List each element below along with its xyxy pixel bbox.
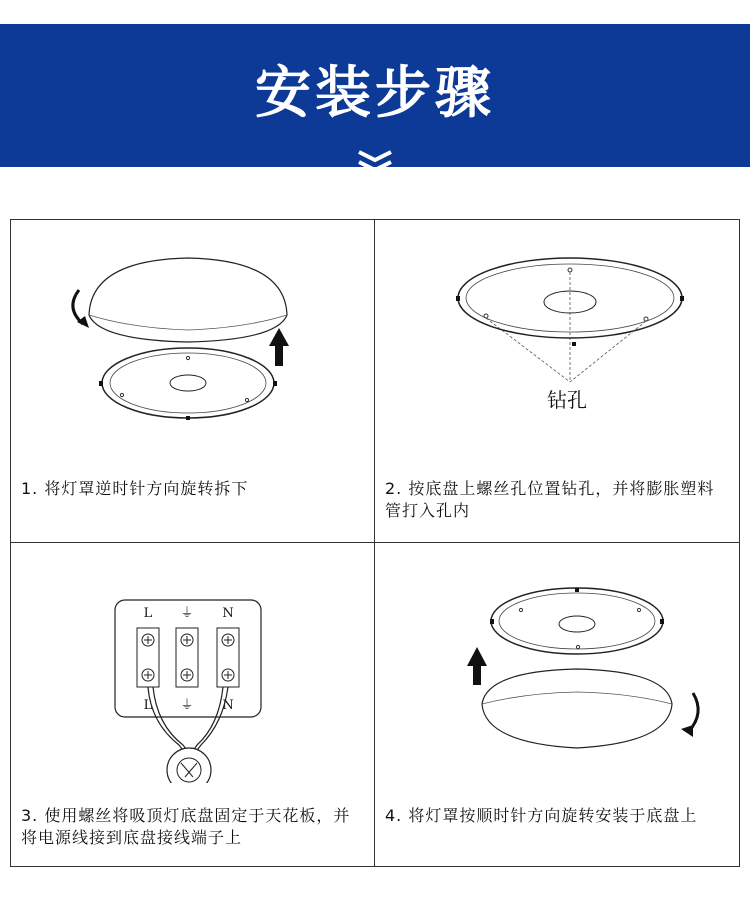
- step-4-panel: [375, 543, 739, 866]
- lamp-cover: [89, 258, 287, 342]
- step-1-illustration: [11, 220, 375, 460]
- step-2-caption: 2. 按底盘上螺丝孔位置钻孔，并将膨胀塑料管打入孔内: [385, 479, 715, 520]
- step-2-panel: [375, 220, 739, 543]
- up-arrow-icon: [269, 328, 289, 366]
- step-4-illustration: [375, 543, 739, 783]
- terminal-label-l-top: L: [143, 606, 153, 621]
- clockwise-arrow-icon: [689, 693, 698, 731]
- drill-label: 钻孔: [547, 388, 587, 412]
- terminal-label-n-top: N: [222, 606, 234, 621]
- steps-grid: [10, 219, 740, 867]
- step-2-illustration: [375, 220, 739, 460]
- lamp-cover: [482, 669, 672, 748]
- step-3-panel: [11, 543, 375, 866]
- up-arrow-icon: [467, 647, 487, 685]
- step-1-panel: [11, 220, 375, 543]
- terminal-label-n-bottom: N: [222, 698, 234, 713]
- cable-grommet: [167, 748, 211, 783]
- base-plate: [99, 348, 277, 420]
- base-plate: [490, 588, 664, 654]
- step-1-caption: 1. 将灯罩逆时针方向旋转拆下: [21, 479, 249, 498]
- step-4-caption: 4. 将灯罩按顺时针方向旋转安装于底盘上: [385, 806, 698, 825]
- step-3-caption: 3. 使用螺丝将吸顶灯底盘固定于天花板，并将电源线接到底盘接线端子上: [21, 806, 351, 847]
- double-chevron-down-icon: [356, 148, 394, 176]
- step-3-illustration: [11, 543, 375, 783]
- terminal-label-ground-bottom: ⏚: [180, 698, 194, 713]
- terminal-label-l-bottom: L: [143, 698, 153, 713]
- terminal-label-ground-top: ⏚: [180, 606, 194, 621]
- title-banner: [0, 24, 750, 167]
- page-title: 安装步骤: [255, 61, 495, 126]
